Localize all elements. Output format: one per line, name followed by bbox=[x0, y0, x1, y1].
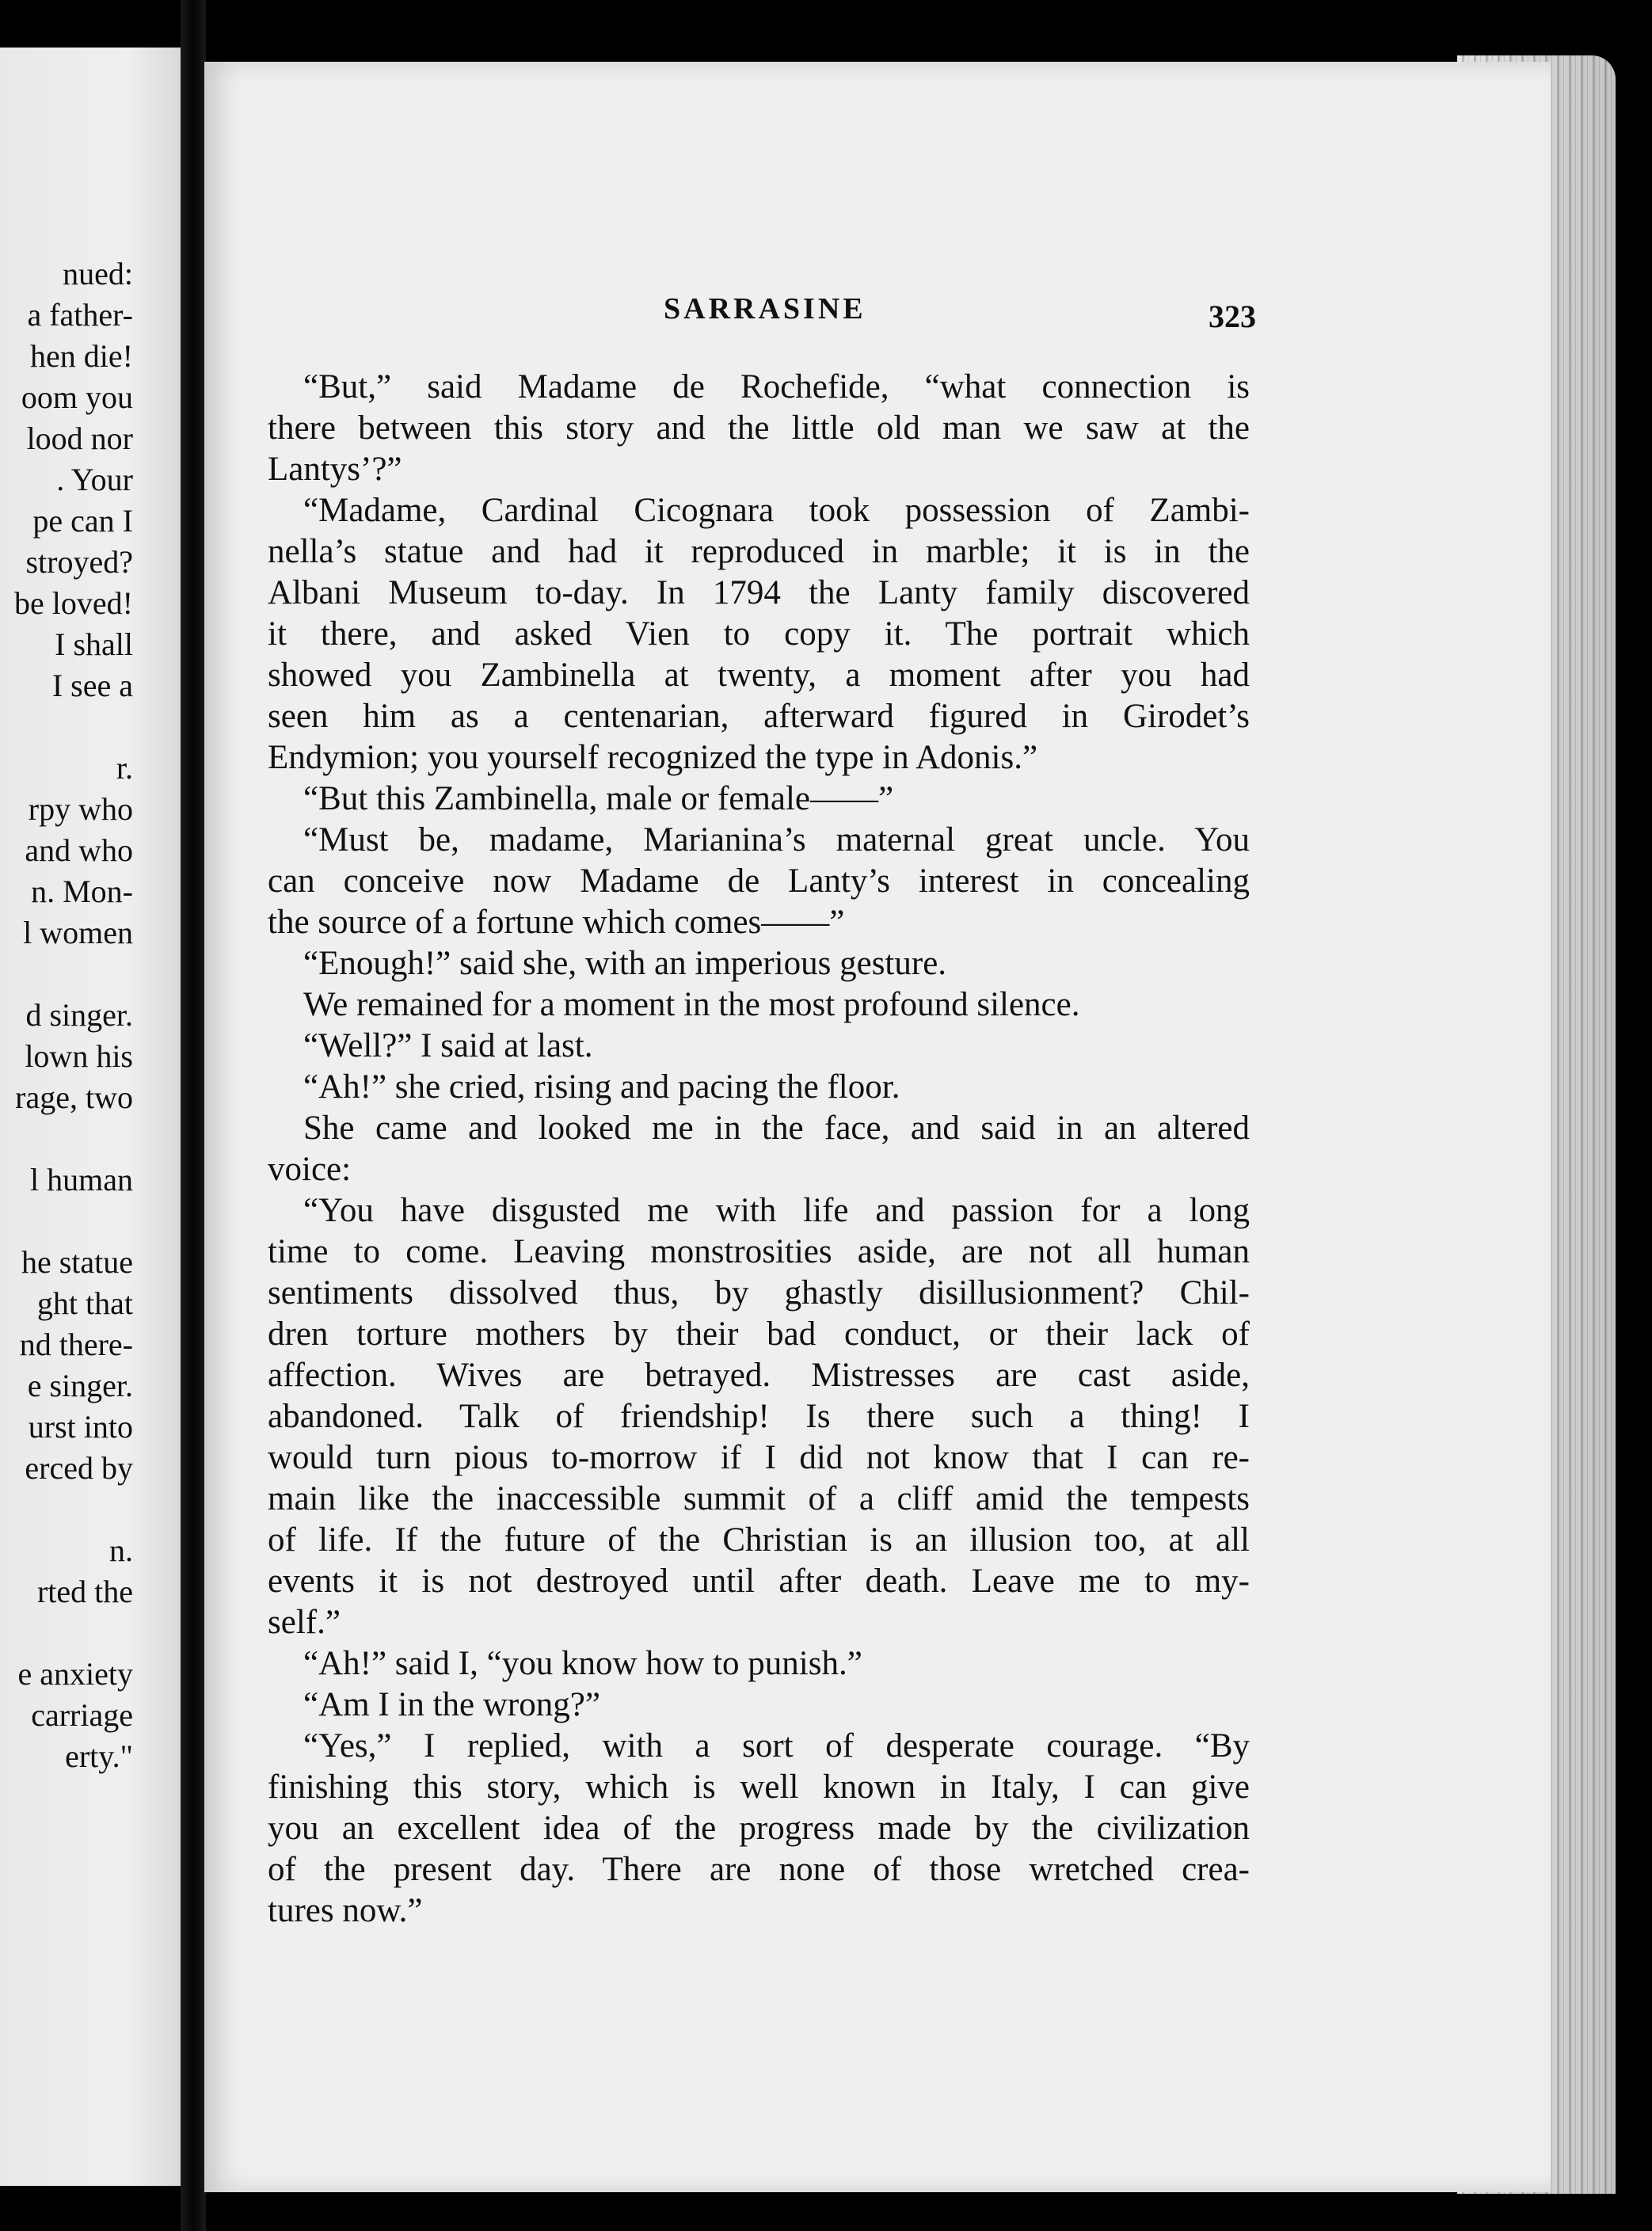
text-line: main like the inaccessible summit of a cliff amid the tempests bbox=[268, 1480, 1250, 1517]
body-text bbox=[268, 367, 1456, 1932]
running-head bbox=[204, 291, 1551, 339]
text-line: “But,” said Madame de Rochefide, “what connection is bbox=[303, 368, 1250, 405]
text-line: “Must be, madame, Marianina’s maternal great uncle. You bbox=[303, 821, 1250, 859]
text-line: Lantys’?” bbox=[268, 451, 402, 488]
text-line: sentiments dissolved thus, by ghastly disillusionment? Chil- bbox=[268, 1274, 1250, 1312]
text-line: there between this story and the little old man we saw at the bbox=[268, 409, 1250, 447]
left-page-line: erty." bbox=[65, 1738, 133, 1774]
left-page-line: . Your bbox=[56, 462, 133, 497]
book-gutter bbox=[181, 0, 206, 2231]
left-page-line: rpy who bbox=[28, 791, 133, 827]
text-line: it there, and asked Vien to copy it. The portrait which bbox=[268, 615, 1250, 653]
text-line: the source of a fortune which comes——” bbox=[268, 904, 845, 941]
text-line: She came and looked me in the face, and said in an altered bbox=[303, 1110, 1250, 1147]
text-line: finishing this story, which is well known in Italy, I can give bbox=[268, 1768, 1250, 1806]
text-line: We remained for a moment in the most profound silence. bbox=[303, 986, 1080, 1023]
left-page-line: e anxiety bbox=[17, 1656, 133, 1692]
left-page-line: urst into bbox=[28, 1409, 133, 1445]
left-page-line: be loved! bbox=[14, 585, 133, 621]
text-line: self.” bbox=[268, 1604, 341, 1641]
left-page-line: nued: bbox=[63, 256, 133, 291]
text-line: events it is not destroyed until after death. Leave me to my- bbox=[268, 1563, 1250, 1600]
text-line: of life. If the future of the Christian is an illusion too, at all bbox=[268, 1521, 1250, 1559]
text-line: time to come. Leaving monstrosities aside, are not all human bbox=[268, 1233, 1250, 1270]
text-line: “Yes,” I replied, with a sort of desperate courage. “By bbox=[303, 1727, 1250, 1765]
left-page-line: l human bbox=[30, 1162, 133, 1197]
left-page-line: I see a bbox=[51, 668, 133, 703]
text-line: you an excellent idea of the progress made by the civilization bbox=[268, 1810, 1250, 1847]
text-line: seen him as a centenarian, afterward figured in Girodet’s bbox=[268, 698, 1250, 735]
left-page-line: he statue bbox=[21, 1244, 133, 1280]
left-page-line: ght that bbox=[36, 1285, 133, 1321]
text-line: affection. Wives are betrayed. Mistresses are cast aside, bbox=[268, 1357, 1250, 1394]
left-page-line: lown his bbox=[25, 1038, 133, 1074]
left-page-line: nd there- bbox=[19, 1327, 133, 1362]
left-page-line: r. bbox=[116, 750, 133, 786]
text-line: Endymion; you yourself recognized the type in Adonis.” bbox=[268, 739, 1038, 776]
text-line: nella’s statue and had it reproduced in marble; it is in the bbox=[268, 533, 1250, 570]
text-line: showed you Zambinella at twenty, a moment after you had bbox=[268, 657, 1250, 694]
text-line: would turn pious to-morrow if I did not know that I can re- bbox=[268, 1439, 1250, 1476]
left-page-line: and who bbox=[25, 832, 133, 868]
text-line: “Well?” I said at last. bbox=[303, 1027, 593, 1064]
left-page-line: e singer. bbox=[27, 1368, 133, 1403]
text-line: dren torture mothers by their bad conduct, or their lack of bbox=[268, 1315, 1250, 1353]
left-page-line: carriage bbox=[31, 1697, 133, 1733]
text-line: “Madame, Cardinal Cicognara took possession of Zambi- bbox=[303, 492, 1250, 529]
left-page-line: rage, two bbox=[15, 1079, 133, 1115]
text-line: Albani Museum to-day. In 1794 the Lanty family discovered bbox=[268, 574, 1250, 611]
text-line: can conceive now Madame de Lanty’s interest in concealing bbox=[268, 862, 1250, 900]
running-title: SARRASINE bbox=[664, 292, 866, 326]
left-page-line: hen die! bbox=[30, 338, 133, 374]
left-page-line: n. Mon- bbox=[31, 874, 133, 909]
text-line: “Enough!” said she, with an imperious gesture. bbox=[303, 945, 947, 982]
left-page-fragment bbox=[0, 48, 181, 2186]
text-line: “You have disgusted me with life and passion for a long bbox=[303, 1192, 1250, 1229]
left-page-line: a father- bbox=[27, 297, 133, 333]
left-page-line: oom you bbox=[21, 379, 133, 415]
text-line: “Am I in the wrong?” bbox=[303, 1686, 600, 1723]
right-page bbox=[204, 62, 1551, 2192]
left-page-line: rted the bbox=[36, 1574, 133, 1609]
left-page-line: I shall bbox=[55, 626, 133, 662]
text-line: voice: bbox=[268, 1151, 352, 1188]
text-line: tures now.” bbox=[268, 1892, 423, 1929]
left-page-line: l women bbox=[23, 915, 133, 950]
text-line: of the present day. There are none of those wretched crea- bbox=[268, 1851, 1250, 1888]
left-page-line: d singer. bbox=[25, 997, 133, 1033]
text-line: “Ah!” said I, “you know how to punish.” bbox=[303, 1645, 862, 1682]
left-page-line: pe can I bbox=[32, 503, 133, 539]
text-line: “Ah!” she cried, rising and pacing the floor. bbox=[303, 1068, 900, 1106]
left-page-line: stroyed? bbox=[25, 544, 133, 580]
left-page-line: lood nor bbox=[26, 421, 133, 456]
page-number: 323 bbox=[1209, 299, 1256, 334]
left-page-line: n. bbox=[109, 1532, 133, 1568]
left-page-line: erced by bbox=[25, 1450, 133, 1486]
text-line: “But this Zambinella, male or female——” bbox=[303, 780, 894, 817]
text-line: abandoned. Talk of friendship! Is there such a thing! I bbox=[268, 1398, 1250, 1435]
